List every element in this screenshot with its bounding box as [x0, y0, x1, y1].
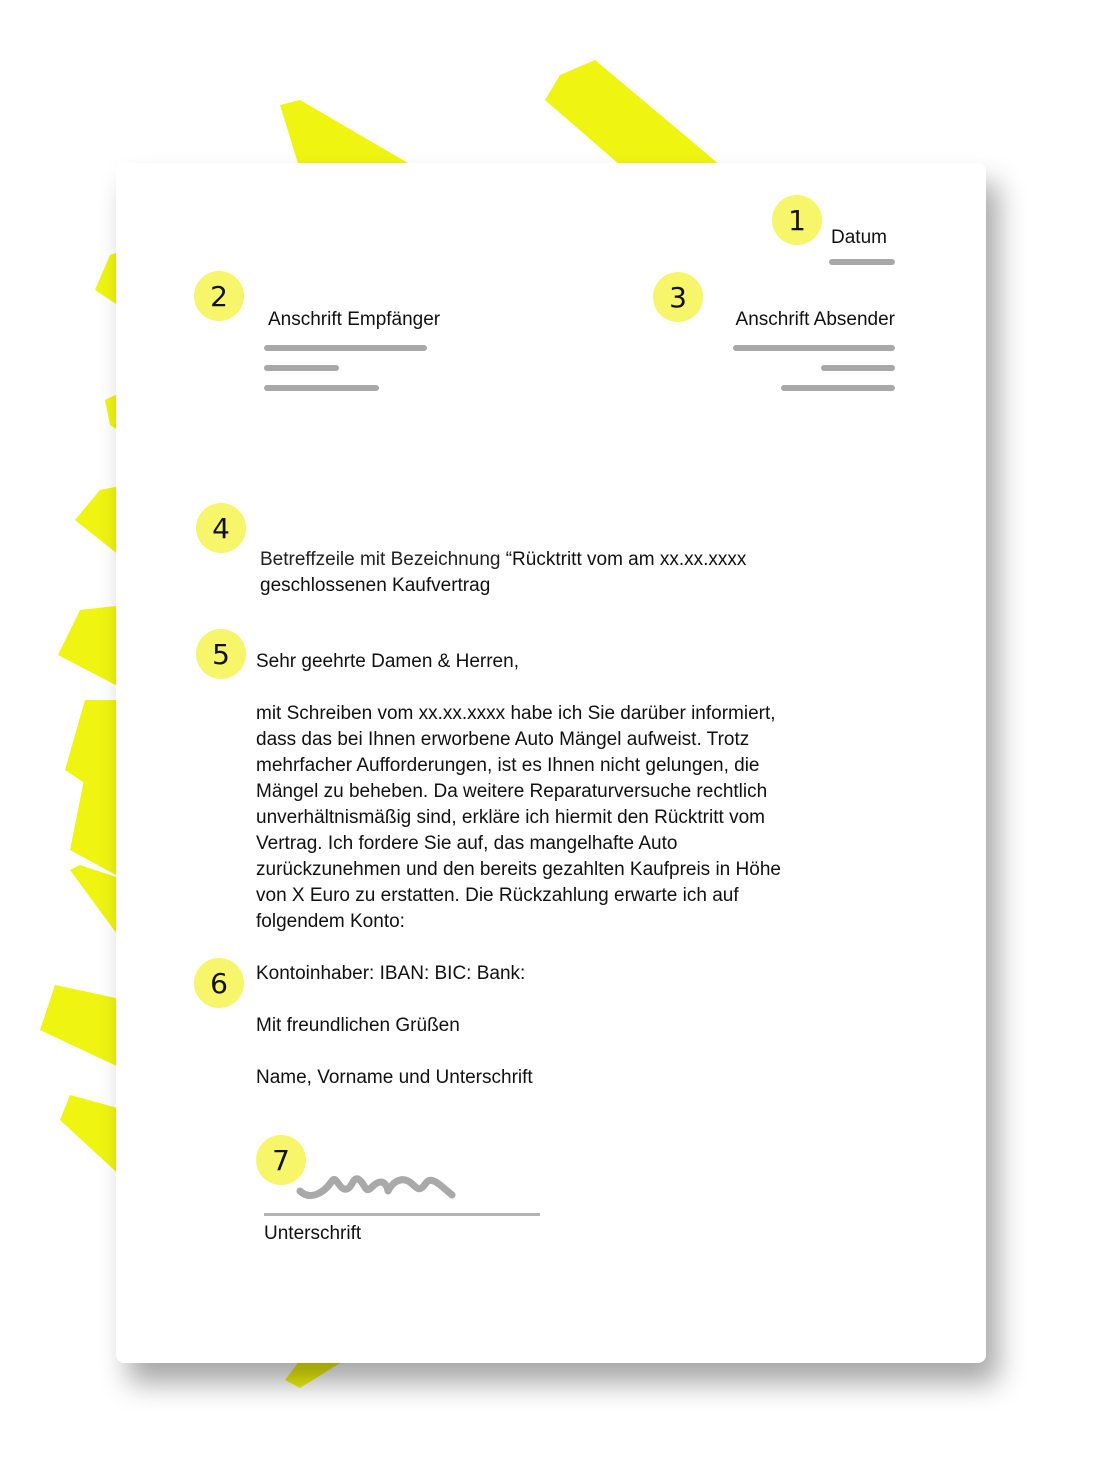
paragraph-line: Vertrag. Ich fordere Sie auf, das mangelhafte Auto	[256, 833, 678, 854]
brush-stroke	[40, 985, 125, 1070]
subject-title-line1: “Rücktritt vom am xx.xx.xxxx	[505, 549, 747, 570]
recipient-address-line	[264, 345, 427, 351]
letter-page	[116, 163, 986, 1363]
closing-greeting: Mit freundlichen Grüßen	[256, 1015, 460, 1036]
brush-stroke	[280, 100, 420, 170]
letter-body-paragraph	[256, 701, 896, 935]
marker-badge-1: 1	[772, 195, 822, 245]
paragraph-line: unverhältnismäßig sind, erkläre ich hiermit den Rücktritt vom	[256, 807, 765, 828]
paragraph-line: Mängel zu beheben. Da weitere Reparaturversuche rechtlich	[256, 781, 768, 802]
marker-badge-5: 5	[196, 629, 246, 679]
marker-badge-3: 3	[653, 272, 703, 322]
subject-title-line2: geschlossenen Kaufvertrag	[260, 575, 491, 596]
marker-badge-6: 6	[194, 958, 244, 1008]
brush-stroke	[285, 1360, 345, 1388]
brush-stroke	[58, 605, 125, 690]
recipient-address-line	[264, 385, 379, 391]
marker-badge-7: 7	[256, 1135, 306, 1185]
paragraph-line: dass das bei Ihnen erworbene Auto Mängel aufweist. Trotz	[256, 729, 750, 750]
signature-label: Unterschrift	[264, 1223, 362, 1244]
subject-line	[260, 547, 860, 599]
name-line: Name, Vorname und Unterschrift	[256, 1067, 533, 1088]
brush-stroke	[545, 60, 720, 165]
salutation: Sehr geehrte Damen & Herren,	[256, 651, 519, 672]
date-placeholder-line	[829, 259, 895, 265]
subject-prefix: Betreffzeile mit Bezeichnung	[260, 549, 506, 570]
sender-address-line	[821, 365, 895, 371]
sender-address-line	[733, 345, 895, 351]
paragraph-line: mehrfacher Aufforderungen, ist es Ihnen nicht gelungen, die	[256, 755, 760, 776]
paragraph-line: mit Schreiben vom xx.xx.xxxx habe ich Sie darüber informiert,	[256, 703, 776, 724]
date-label: Datum	[831, 227, 887, 248]
paragraph-line: folgendem Konto:	[256, 911, 405, 932]
recipient-address-label: Anschrift Empfänger	[268, 309, 441, 330]
marker-badge-4: 4	[196, 503, 246, 553]
marker-badge-2: 2	[194, 271, 244, 321]
signature-scribble-icon	[292, 1163, 462, 1213]
signature-line	[264, 1213, 540, 1216]
sender-address-line	[781, 385, 895, 391]
account-details: Kontoinhaber: IBAN: BIC: Bank:	[256, 963, 526, 984]
paragraph-line: zurückzunehmen und den bereits gezahlten Kaufpreis in Höhe	[256, 859, 781, 880]
sender-address-label: Anschrift Absender	[735, 309, 895, 330]
paragraph-line: von X Euro zu erstatten. Die Rückzahlung erwarte ich auf	[256, 885, 739, 906]
recipient-address-line	[264, 365, 339, 371]
